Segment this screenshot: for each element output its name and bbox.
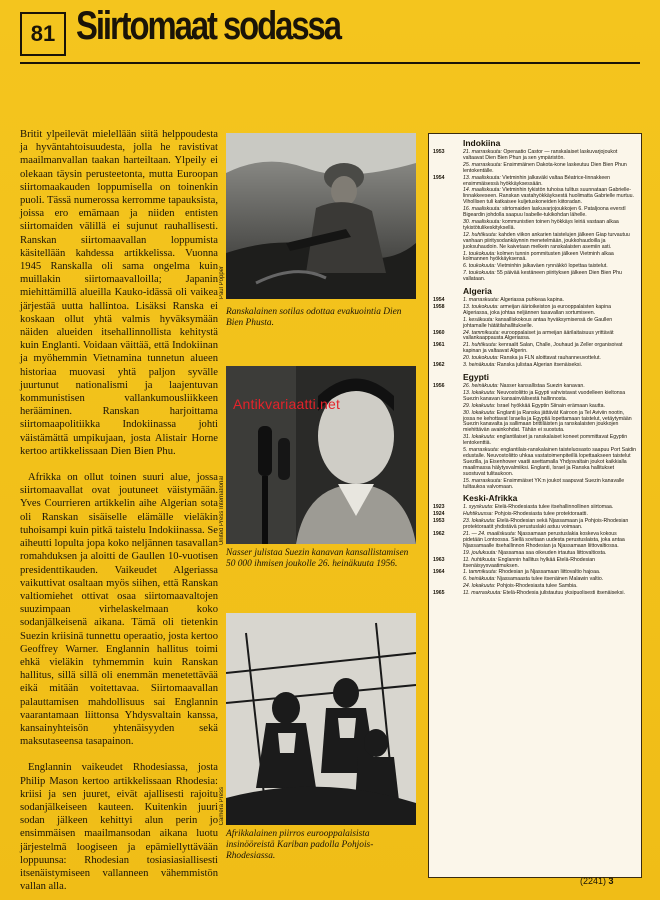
timeline-entry [463, 558, 637, 570]
timeline-year: 1954 [433, 297, 445, 304]
timeline-entry-date: 13. maaliskuuta: [463, 174, 501, 181]
timeline-row [433, 176, 637, 283]
timeline-year: 1953 [433, 518, 445, 525]
timeline-entry-date: 1. marraskuuta: [463, 297, 500, 304]
timeline-section [433, 287, 637, 369]
timeline-entry [463, 591, 637, 597]
timeline-entry-text: Ranska julistaa Algerian itsenäiseksi. [497, 362, 583, 369]
timeline-entry-date: 21. marraskuuta: [463, 149, 502, 155]
timeline-entry-text: Rhodesian ja Njassamaan liittovaltio hajoaa. [498, 569, 601, 576]
photo-credit: Paul Popper [219, 266, 225, 300]
timeline-section-heading: Indokiina [463, 138, 501, 148]
timeline-entry-text: Njassamaan perustuslakia koskeva kokous pidetään Lontoossa. Siellä sovitaan uudesta perustuslaista, joka antaa Njassamaalle itsehallinnon Rhodesian ja Njassamaan liittovaltiossa. [463, 531, 625, 549]
timeline-year: 1962 [433, 531, 445, 538]
timeline-entry-text: armeijan äärioikeiston ja eurooppalaisten kapina Algeriassa, joka johtaa neljännen tasavallan sortumiseen. [463, 303, 611, 316]
photo-credit: United Press International [219, 476, 225, 546]
timeline-entry-date: 24. lokakuuta: [463, 583, 496, 590]
timeline-section [433, 494, 637, 597]
timeline-row [433, 305, 637, 330]
timeline-entry [463, 207, 637, 219]
timeline-entry-date: 5. marraskuuta: [463, 447, 500, 454]
photo-nasser [226, 366, 416, 544]
timeline-entry [463, 435, 637, 447]
timeline-entry-date: 26. heinäkuuta: [463, 383, 499, 389]
timeline-entry [463, 343, 637, 355]
timeline-entry [463, 479, 637, 491]
page-code: (2241) [580, 876, 607, 886]
timeline-year: 1924 [433, 511, 445, 518]
page-number: 3 [608, 876, 614, 886]
timeline-row [433, 363, 637, 369]
photo-drawing [226, 613, 416, 825]
timeline-entry-text: Pohjois-Rhodesiasta tulee Sambia. [496, 583, 578, 590]
timeline-entry [463, 519, 637, 531]
timeline-entry [463, 411, 637, 435]
timeline-entry-text: englantilaiset ja ranskalaiset koneet pommittavat Egyptin lentokenttiä. [463, 434, 628, 447]
timeline-year: 1962 [433, 362, 445, 369]
photo-caption: Ranskalainen sotilas odottaa evakuointia Dien Bien Phusta. [226, 307, 402, 328]
photo-caption: Afrikkalainen piirros eurooppalaisista insinööreistä Kariban padolla Pohjois-Rhodesiassa. [226, 829, 374, 861]
photo-credit: Camera Press [219, 787, 225, 826]
timeline-entry-date: 11. huhtikuuta: [463, 556, 497, 563]
timeline-entry [463, 331, 637, 343]
timeline-year: 1964 [433, 569, 445, 576]
timeline-entry-text: Ensimmäinen Dakota-kone laskeutuu Dien Bien Phun lentokentälle. [463, 161, 627, 174]
timeline-entry-text: Njassamaa saa oikeuden irtautua liittovaltiosta. [498, 549, 607, 556]
article-paragraph: Englannin vaikeudet Rhodesiassa, josta Philip Mason kertoo artikkelissaan Rhodesia: kriisi ja sen juuret, eivät ajallisesti rajoitu sodanjälkeiseen kauteen. Kuitenkin juuri sodan jälkeen kehittyi alun perin jo ensimmäisen maailmansodan aikana luotu järjestelmä loogiseen ja epämiellyttävään loppuunsa: Rhodesian tosiasiasiallisesti itsenäistymiseen vallanneen vähemmistön vallan alla. [20, 762, 218, 893]
timeline-row [433, 331, 637, 343]
timeline-entry-date: 31. lokakuuta: [463, 434, 496, 441]
timeline-entry-date: 13. lokakuuta: [463, 389, 496, 396]
timeline-entry-text: kommunistien toinen hyökkäys leiriä vastaan alkaa tykistötulikeskityksellä. [463, 218, 619, 231]
timeline-section [433, 139, 637, 283]
timeline-entry-text: Ensimmäiset YK:n joukot saapuvat Suezin kanavalle tulitaukoa valvomaan. [463, 477, 625, 490]
timeline-entry-date: 19. joulukuuta: [463, 549, 497, 556]
timeline-section-heading: Algeria [463, 286, 492, 297]
timeline-row [433, 570, 637, 590]
timeline-entry-text: Englannin hallitus hylkää Etelä-Rhodesian itsenäisyysvaatimuksen. [463, 556, 596, 569]
timeline-entry [463, 305, 637, 317]
timeline-entry-date: 1. kesäkuuta: [463, 316, 494, 323]
timeline-entry-date: 11. marraskuuta: [463, 590, 502, 597]
timeline-entry-text: Israel hyökkää Egyptin Siinain erämaan kautta. [496, 402, 605, 409]
timeline-entry-text: Vietminhin jalkaväki valtaa Béatrice-linnakkeen ensimmäisessä hyökkäyksessään. [463, 174, 610, 187]
timeline-entry-text: siirtomaiden laskuvarjojoukkojen 6. Pataljoona everstI Bigeardin johdolla saapuu Isabelle-tukikohdan lähelle. [463, 206, 626, 219]
timeline-entry-date: 30. maaliskuuta: [463, 218, 501, 225]
timeline-entry [463, 163, 637, 175]
timeline-entry [463, 188, 637, 206]
timeline-entry [463, 318, 637, 330]
timeline-entry-date: 6. heinäkuuta: [463, 576, 496, 583]
timeline-entry-text: Nasser kansallistaa Suezin kanavan. [499, 383, 585, 389]
timeline-entry [463, 448, 637, 478]
timeline-entry [463, 233, 637, 251]
timeline-entry-text: eurooppalaiset ja armeijan äärilaitaisuus yrittävät vallankaappausta Algeriassa. [463, 329, 614, 342]
timeline-entry-date: 25. marraskuuta: [463, 161, 502, 168]
timeline-entry-text: 55 päivää kestäneen piirityksen jälkeen Dien Bien Phu vallataan. [463, 270, 622, 283]
timeline-entry-text: Pohjois-Rhodesiasta tulee protektoraatti. [494, 511, 588, 518]
timeline-entry-date: 7. toukokuuta: [463, 270, 496, 277]
timeline-entry-date: 3. heinäkuuta: [463, 362, 496, 369]
timeline-entry [463, 532, 637, 550]
timeline-entry-date: 12. huhtikuuta: [463, 231, 498, 238]
issue-number: 81 [30, 21, 56, 46]
page-footer [580, 876, 614, 886]
timeline-entry-date: 6. toukokuuta: [463, 263, 496, 270]
timeline-entry-date: 15. marraskuuta: [463, 477, 502, 484]
timeline-entry [463, 220, 637, 232]
timeline-entry [463, 391, 637, 403]
timeline-section [433, 373, 637, 490]
timeline-year: 1960 [433, 329, 445, 336]
timeline-entry [463, 271, 637, 283]
timeline-entry-date: 1. tammikuuta: [463, 569, 498, 576]
timeline-section-heading: Egypti [463, 372, 489, 382]
timeline-entry-date: 20. toukokuuta: [463, 355, 499, 362]
timeline-entry-text: Neuvostoliitto ja Egypti vahvistavat vuodelleen kieltonsa Suezin kanavan kansainvälisestä hallinnosta. [463, 389, 626, 402]
timeline-row [433, 591, 637, 597]
timeline-entry-date: 21. — 24. maaliskuuta: [463, 531, 517, 538]
article-paragraph: Afrikka on ollut toinen suuri alue, jossa siirtomaavallat ovat joutuneet väistymään. Yves Courrieren artikkelin aihe Algerian sota oli Ranskan sisäiselle elämälle vieläkin tuhoisampi kuin pitkä taistelu Indokiinassa. Se aiheutti lopulta jopa koko neljännen tasavallan romahduksen ja aloitti de Gaullen 10-vuotisen presidenttikauden. Vaikeudet Algeriassa vaikuttivat osaltaan myös siihen, että Ranskan valtiomiehet ottivat osaa siirtomaavaltojen suuzimpaan virhelaskelmaan koko sodanjälkeisenä aikana. Tämä oli tietenkin Suezin kriisinä tunnettu operaatio, josta kertoo Geoffrey Warner. Englannin hallitus toimi ehkä vieläkin tyhmemmin kuin Ranskan hallitus, sillä sillä oli enemmän menetettävää eikä mitään voitettavaa. Siirtomaavallan palauttamisen mahdollisuus sai Englannin vaarantamaan liittonsa Yhdysvaltain kanssa, kansainyhteisön yhtenäisyyden sekä maksutaseensa tasapainon. [20, 472, 218, 748]
timeline-entry [463, 252, 637, 264]
photo-soldier [226, 133, 416, 299]
photo-caption: Nasser julistaa Suezin kanavan kansallistamisen 50 000 ihmisen joukolle 26. heinäkuuta 1956. [226, 548, 409, 569]
timeline-entry-date: 23. lokakuuta: [463, 518, 496, 525]
timeline-entry-text: Njassamaasta tulee itsenäinen Malawin valtio. [497, 576, 604, 583]
timeline-entry-date: 29. lokakuuta: [463, 402, 496, 409]
timeline-entry [463, 150, 637, 162]
timeline-entry-date: 1. syyskuuta: [463, 504, 494, 511]
timeline-row [433, 519, 637, 531]
article-paragraph: Britit ylpeilevät mielellään siitä helppoudesta ja hyväntahtoisuudesta, jolla he ravistivat maailmanvallan taakan harteiltaan. Ylpeily ei olekaan täysin perusteetonta, mutta Euroopan siirtomaakauden loppumisella on toinenkin puoli. Tässä numerossa kerromme tapauksista, joissa ero emämaan ja niiden entisten siirtomaiden välillä ei sujunut rauhallisesti. Ranskan siirtomaavallan loppumista käsitellään kahdessa artikkelissa. Vuonna 1945 Ranskalla oli sama ongelma kuin muillakin siirtomaavalloilla; Japanin miehittämillä alueilla Kauko-idässä oli vaikea järjestää uutta hallintoa. Lisäksi Ranska ei koskaan ollut yhtä valmis hyväksymään näiden alueiden itsehallinnollista kehitystä kuin Englanti. Voidaan väittää, että Indokiinan ja myöhemmin Vietnamina tunnetun alueen historiaa muovasi yhtä paljon syvälle juurtunut nationalismi ja laajentuvan kommunistisen vallankumousliikkeen herääminen. Ranskan harjoittama siirtomaapolitiikka Indokiinassa johti väistämättä umpikujaan, josta Alistair Horne kertoo artikkelissaan Dien Bien Phu. [20, 129, 218, 457]
timeline-section-heading: Keski-Afrikka [463, 493, 518, 504]
timeline-entry-text: kolmen tunnin pommitusten jälkeen Vietminh alkaa kolmannen hyökkäyksensä. [463, 250, 614, 263]
timeline-entry-text: Etelä-Rhodesiasta tulee itsehallinnollinen siirtomaa. [494, 504, 614, 511]
issue-number-box [20, 12, 66, 56]
article-body [20, 128, 218, 893]
timeline-row [433, 384, 637, 490]
timeline-row [433, 558, 637, 570]
timeline-entry-text: kahden viikon ankarien taistelujen jälkeen Giap turvautuu vanhaan piiritysodankäynnin menetelmään, joukkohaudoilla ja juoksuhaudoin. Ne kaivetaan melkein ranskalaisten asemiin asti. [463, 231, 630, 250]
page-title: Siirtomaat sodassa [76, 4, 340, 48]
timeline-entry-date: 21. huhtikuuta: [463, 342, 498, 349]
timeline-entry-date: Huhtikuussa: [463, 511, 493, 518]
timeline-year: 1958 [433, 303, 445, 310]
timeline-year: 1956 [433, 383, 445, 389]
timeline-row [433, 343, 637, 362]
timeline-year: 1965 [433, 590, 445, 597]
timeline-entry-text: Vietminhin jalkaväen rynnäkkö lopettaa taistelut. [497, 263, 608, 270]
timeline-entry-date: 30. lokakuuta: [463, 409, 496, 416]
timeline-entry-text: Etelä-Rhodesia julistautuu yksipuolisesti itsenäiseksi. [503, 590, 625, 597]
header-rule [20, 62, 640, 64]
timeline-entry-text: Operaatio Castor — ranskalaiset laskuvarjojoukot valtaavat Dien Bien Phun ja sen ympäristön. [463, 149, 618, 161]
timeline-entry-text: Englanti ja Ranska jättävät Kairoon ja Tel Aviviin nootin, jossa ne kehottavat Israelia ja Egyptiä lopettamaan taistelut, vetäytymään Suezin kanavalta ja sallimaan brittiläisten ja ranskalaisten joukkojen miehittävän avainkohdat. Tähän ei suostuta. [463, 409, 632, 434]
timeline-entry-text: englantilais-ranskalainen taisteluosasto saapuu Port Saidin edustalle. Neuvostoliitto uhkaa vastatoimenpiteillä lopettaakseen taistelut Suezilla, ja Eisenhower vaatii asettamalla Yhdysvaltain joukot kaikkialla maailmassa hälytysvalmiiksi. Englanti, Israel ja Ranska hallitukset suostuvat tulitaukoon. [463, 447, 637, 477]
timeline-year: 1923 [433, 504, 445, 511]
timeline-entry-date: 13. toukokuuta: [463, 303, 499, 310]
timeline-entry-date: 24. tammikuuta: [463, 329, 500, 336]
timeline-row [433, 150, 637, 175]
timeline-entry [463, 176, 637, 188]
timeline-entry-text: kansalliskokous antaa hyväksymisensä de Gaullen johtamalle hätätilahallitukselle. [463, 316, 613, 329]
timeline-entry-date: 16. maaliskuuta: [463, 206, 501, 213]
timeline-year: 1954 [433, 174, 445, 181]
timeline-year: 1963 [433, 556, 445, 563]
watermark: Antikvariaatti.net [233, 396, 341, 412]
timeline-year: 1961 [433, 342, 445, 349]
timeline-entry-date: 1. toukokuuta: [463, 250, 496, 257]
timeline-entry-text: kenraalit Salan, Challe, Jouhaud ja Zeller organisoivat kapinan ja valtaavat Algerin. [463, 342, 623, 355]
timeline-entry-date: 14. maaliskuuta: [463, 187, 501, 194]
timeline-entry-text: Etelä-Rhodesian sekä Njassamaan ja Pohjois-Rhodesian protektoraatit yhdistävä perustuslaki astuu voimaan. [463, 518, 629, 531]
timeline-entry-text: Algeriassa puhkeaa kapina. [500, 297, 564, 304]
timeline-entry [463, 363, 637, 369]
timeline-entry-text: Ranska ja FLN aloittavat rauhanneuvottelut. [499, 355, 601, 362]
timeline-row [433, 532, 637, 557]
timeline-year: 1953 [433, 149, 445, 155]
timeline-box [428, 133, 642, 878]
timeline-entry-text: Vietminhin tykistön tuhoisa tulitus suunnataan Gabrielle-linnakkeeseen. Ranskan vastahyökkäyksestä huolimatta Gabrielle murtuu. Vihollisen tuli katkaisee kuljetuskoneiden kiitoradan. [463, 187, 634, 206]
